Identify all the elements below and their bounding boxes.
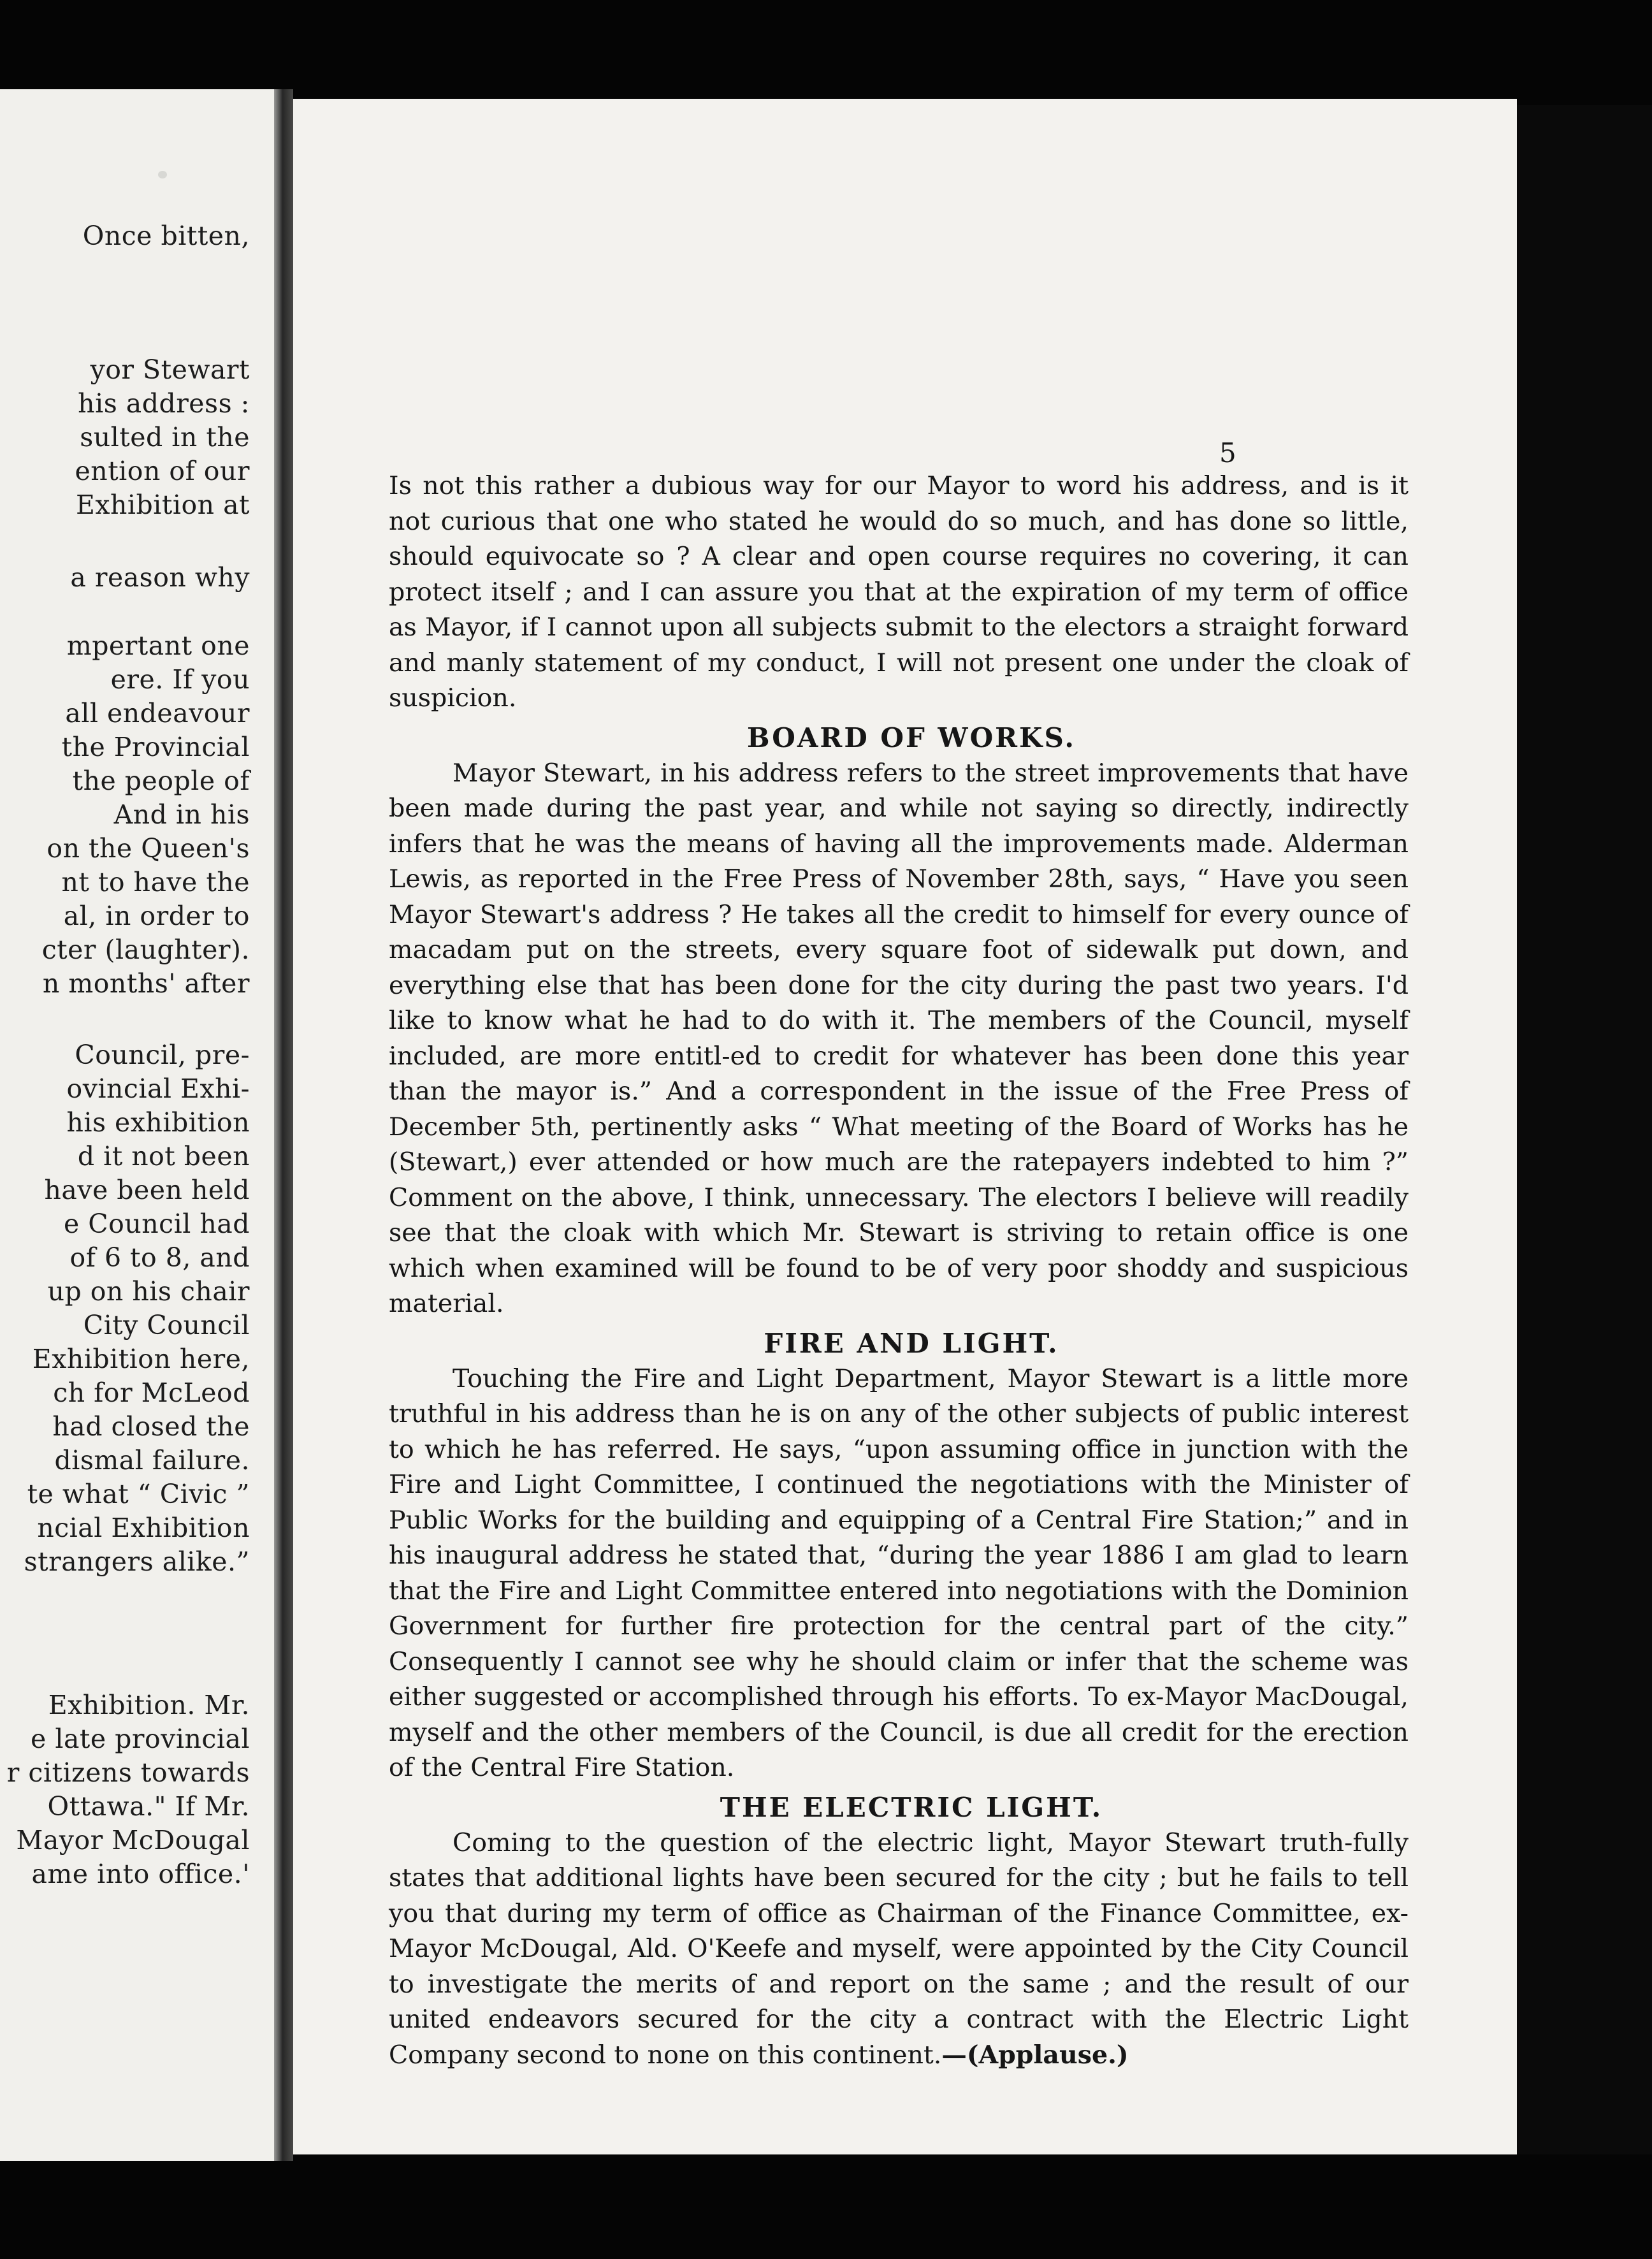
left-page-line: Mayor McDougal — [16, 1825, 250, 1856]
left-page-line: up on his chair — [47, 1276, 250, 1307]
left-page-line: strangers alike.” — [24, 1546, 250, 1577]
left-page-line: ncial Exhibition — [37, 1513, 250, 1543]
left-page-line: e late provincial — [31, 1724, 250, 1754]
section-heading-electric-light: THE ELECTRIC LIGHT. — [720, 1791, 1103, 1823]
section-paragraph-board-of-works: Mayor Stewart, in his address refers to the street improvements that have been made during the past year, and while not saying so directly, indirectly infers that he was the means of having all the improvements made. Alderman Lewis, as reported in the Free Press of November 28th, says, “ Have you seen Mayor Stewart's address ? He takes all the credit to himself for every ounce of macadam put on the streets, every square foot of sidewalk put down, and everything else that has been done for the city during the past two years. I'd like to know what he had to do with it. The members of the Council, myself included, are more entitl-ed to credit for whatever has been done this year than the mayor is.” And a correspondent in the issue of the Free Press of December 5th, pertinently asks “ What meeting of the Board of Works has he (Stewart,) ever attended or how much are the ratepayers indebted to him ?” Comment on the above, I think, unnecessary. The electors I believe will readily see that the cloak with which Mr. Stewart is striving to retain office is one which when examined will be found to be of very poor shoddy and suspicious material. — [389, 758, 1409, 1318]
section-paragraph-fire-and-light: Touching the Fire and Light Department, Mayor Stewart is a little more truthful in his address than he is on any of the other subjects of public interest to which he has referred. He says, “upon assuming office in junction with the Fire and Light Committee, I continued the negotiations with the Minister of Public Works for the building and equipping of a Central Fire Station;” and in his inaugural address he stated that, “during the year 1886 I am glad to learn that the Fire and Light Committee entered into negotiations with the Dominion Government for further fire protection for the central part of the city.” Consequently I cannot see why he should claim or infer that the scheme was either suggested or accomplished through his efforts. To ex-Mayor MacDougal, myself and the other members of the Council, is due all credit for the erection of the Central Fire Station. — [389, 1363, 1409, 1782]
left-page-line: n months' after — [42, 968, 250, 999]
left-page-line: ame into office.' — [31, 1859, 250, 1889]
section-heading-fire-and-light: FIRE AND LIGHT. — [764, 1327, 1059, 1359]
previous-page-fragment — [0, 89, 274, 2161]
left-page-line: all endeavour — [65, 698, 250, 729]
left-page-line: his address : — [78, 388, 250, 419]
left-page-line: dismal failure. — [54, 1445, 250, 1476]
left-page-line: his exhibition — [66, 1107, 250, 1138]
left-page-line: ere. If you — [110, 664, 250, 695]
left-page-line: cter (laughter). — [41, 934, 250, 965]
left-page-line: Ottawa." If Mr. — [47, 1791, 250, 1822]
left-page-line: ention of our — [75, 456, 250, 486]
left-page-line: Once bitten, — [82, 221, 250, 251]
left-page-line: Exhibition at — [75, 490, 250, 520]
left-page-line: r citizens towards — [6, 1757, 250, 1788]
left-page-line: Council, pre- — [75, 1040, 250, 1070]
left-page-line: of 6 to 8, and — [69, 1242, 250, 1273]
left-page-line: Exhibition here, — [32, 1344, 250, 1374]
left-page-line: al, in order to — [63, 901, 250, 931]
left-page-line: Exhibition. Mr. — [48, 1690, 250, 1720]
left-page-line: had closed the — [52, 1411, 250, 1442]
document-page — [293, 99, 1517, 2154]
left-page-line: nt to have the — [61, 867, 250, 897]
left-page-line: ch for McLeod — [53, 1377, 250, 1408]
left-page-line: te what “ Civic ” — [27, 1479, 250, 1509]
section-heading-board-of-works: BOARD OF WORKS. — [746, 722, 1076, 753]
left-page-line: have been held — [44, 1175, 250, 1205]
page-number: 5 — [1219, 437, 1236, 469]
paper-speck — [158, 171, 167, 178]
section-paragraph-electric-light — [389, 1826, 1409, 2074]
film-border-bottom — [0, 2154, 1652, 2259]
page-body — [389, 469, 1409, 2073]
left-page-line: a reason why — [70, 562, 250, 593]
opening-paragraph: Is not this rather a dubious way for our Mayor to word his address, and is it not curious that one who stated he would do so much, and has done so little, should equivocate so ? A clear and open course requires no covering, it can protect itself ; and I can assure you that at the expiration of my term of office as Mayor, if I cannot upon all subjects submit to the electors a straight forward and manly statement of my conduct, I will not present one under the cloak of suspicion. — [389, 471, 1409, 713]
left-page-line: And in his — [113, 799, 250, 830]
left-page-line: the Provincial — [61, 732, 250, 762]
page-gutter — [274, 89, 293, 2161]
left-page-line: yor Stewart — [90, 354, 250, 385]
left-page-line: ovincial Exhi- — [66, 1073, 250, 1104]
left-page-line: sulted in the — [80, 422, 250, 453]
left-page-line: mpertant one — [66, 630, 250, 661]
left-page-line: City Council — [83, 1310, 250, 1340]
left-page-line: d it not been — [77, 1141, 250, 1172]
left-page-line: the people of — [72, 766, 250, 796]
applause-note: —(Applause.) — [941, 2040, 1129, 2070]
left-page-line: e Council had — [64, 1209, 250, 1239]
electric-light-text: Coming to the question of the electric light, Mayor Stewart truth-fully states that additional lights have been secured for the city ; but he fails to tell you that during my term of office as Chairman of the Finance Committee, ex-Mayor McDougal, Ald. O'Keefe and myself, were appointed by the City Council to investigate the merits of and report on the same ; and the result of our united endeavors secured for the city a contract with the Electric Light Company second to none on this continent. — [389, 1827, 1409, 2070]
left-page-line: on the Queen's — [47, 833, 250, 864]
